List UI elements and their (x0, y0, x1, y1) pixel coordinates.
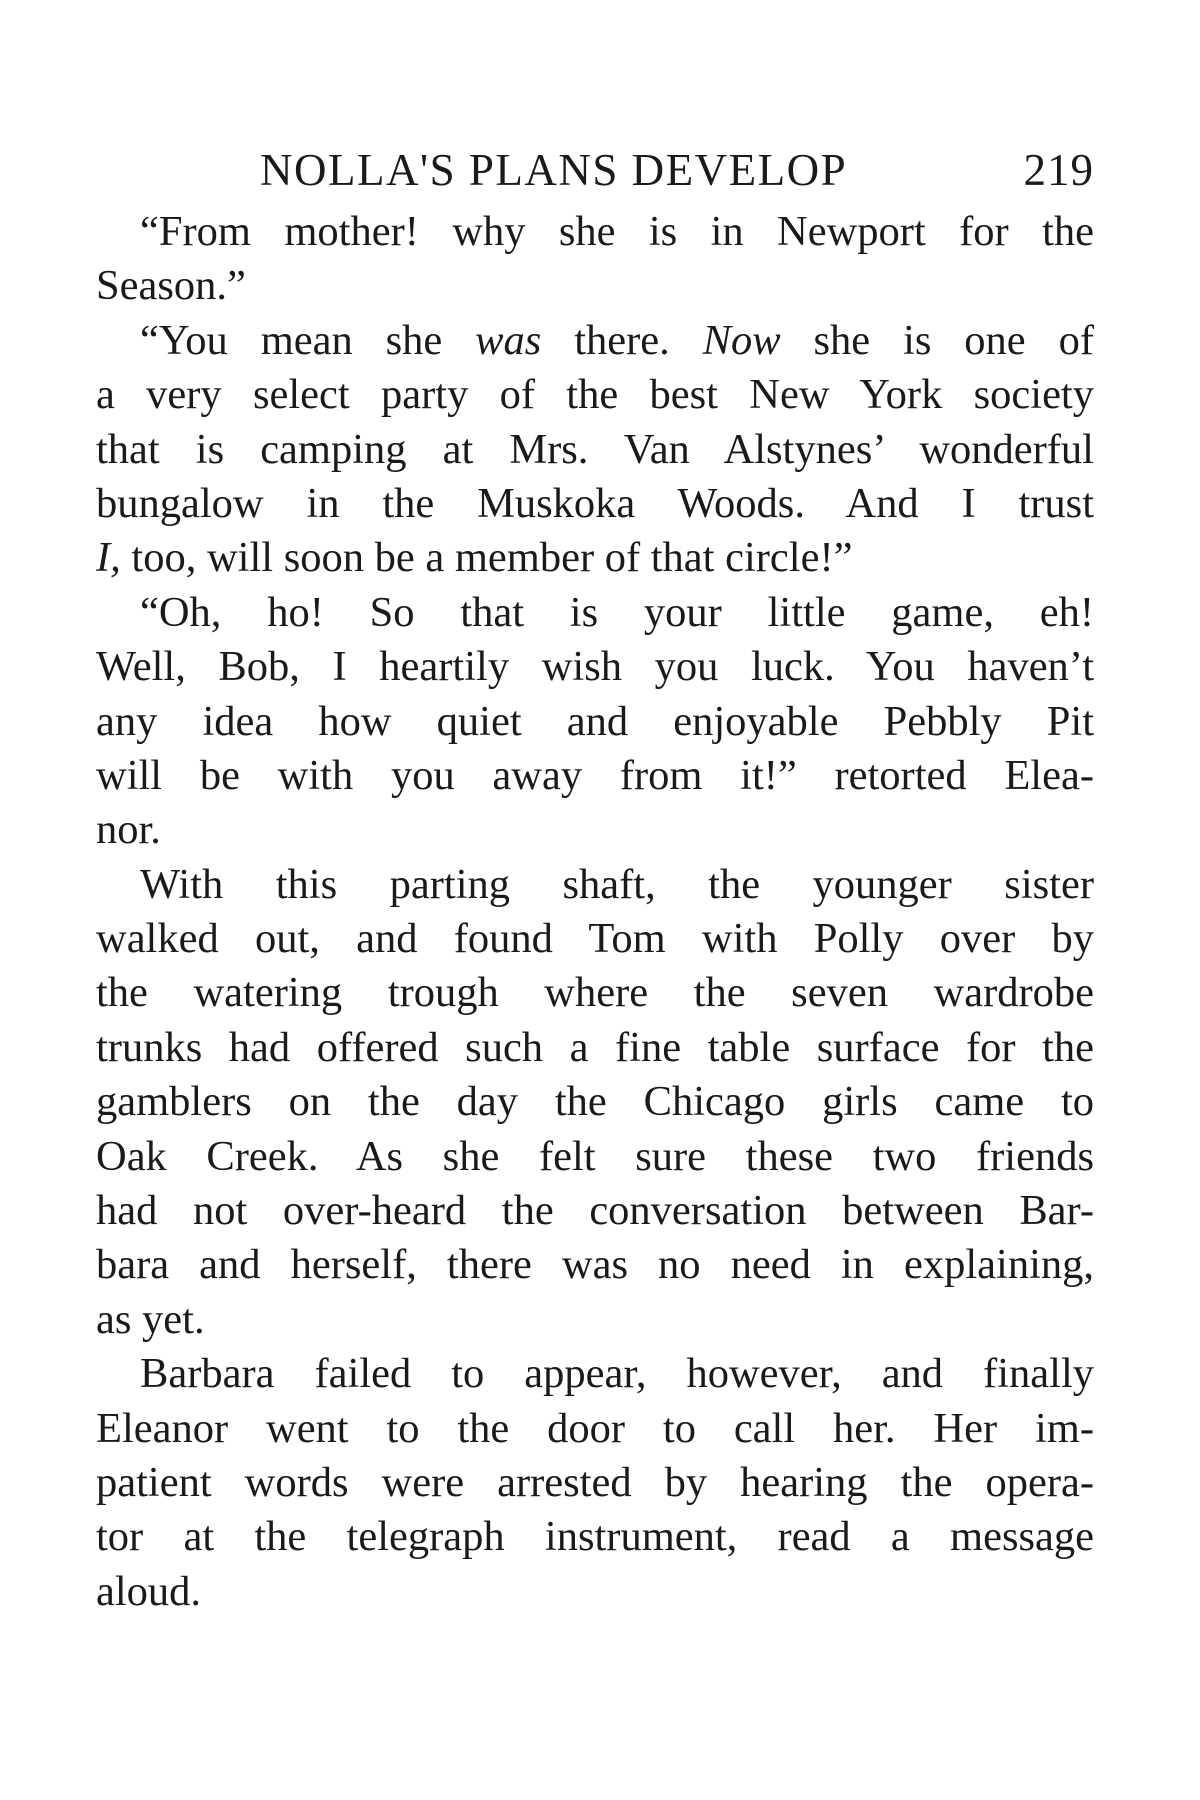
text-line: had not over-heard the conversation between Bar- (96, 1187, 1094, 1235)
paragraph (96, 586, 1094, 858)
text-line: a very select party of the best New York society (96, 371, 1094, 419)
text-line: “You mean she was there. Now she is one of (140, 316, 1094, 364)
text-line: patient words were arrested by hearing the opera- (96, 1458, 1094, 1506)
page-number: 219 (1023, 145, 1094, 195)
text-line: Season.” (96, 262, 246, 310)
text-line: will be with you away from it!” retorted Elea- (96, 751, 1094, 799)
text-line: “Oh, ho! So that is your little game, eh! (140, 588, 1094, 636)
body-text (96, 205, 1094, 1619)
text-line: I, too, will soon be a member of that circle!” (96, 534, 853, 582)
text-line: bara and herself, there was no need in explaining, (96, 1241, 1094, 1289)
text-line: gamblers on the day the Chicago girls came to (96, 1078, 1094, 1126)
paragraph (96, 858, 1094, 1348)
text-line: With this parting shaft, the younger sister (140, 860, 1094, 908)
page-header (96, 140, 1094, 200)
text-line: “From mother! why she is in Newport for the (140, 208, 1094, 255)
text-line: Well, Bob, I heartily wish you luck. You haven’t (96, 643, 1094, 691)
text-line: Eleanor went to the door to call her. Her im- (96, 1404, 1094, 1452)
text-line: trunks had offered such a fine table surface for the (96, 1023, 1094, 1071)
text-line: nor. (96, 806, 161, 854)
text-line: Oak Creek. As she felt sure these two friends (96, 1132, 1094, 1180)
text-line: aloud. (96, 1567, 202, 1615)
text-line: that is camping at Mrs. Van Alstynes’ wonderful (96, 425, 1094, 473)
text-line: tor at the telegraph instrument, read a message (96, 1513, 1094, 1561)
paragraph (96, 1347, 1094, 1619)
paragraph (96, 205, 1094, 314)
paragraph (96, 314, 1094, 586)
running-head: NOLLA'S PLANS DEVELOP (260, 145, 848, 195)
text-line: Barbara failed to appear, however, and finally (140, 1350, 1094, 1398)
text-line: walked out, and found Tom with Polly over by (96, 915, 1094, 963)
text-line: any idea how quiet and enjoyable Pebbly Pit (96, 697, 1094, 745)
text-line: the watering trough where the seven wardrobe (96, 969, 1094, 1017)
text-line: bungalow in the Muskoka Woods. And I trust (96, 479, 1094, 527)
text-line: as yet. (96, 1295, 205, 1343)
